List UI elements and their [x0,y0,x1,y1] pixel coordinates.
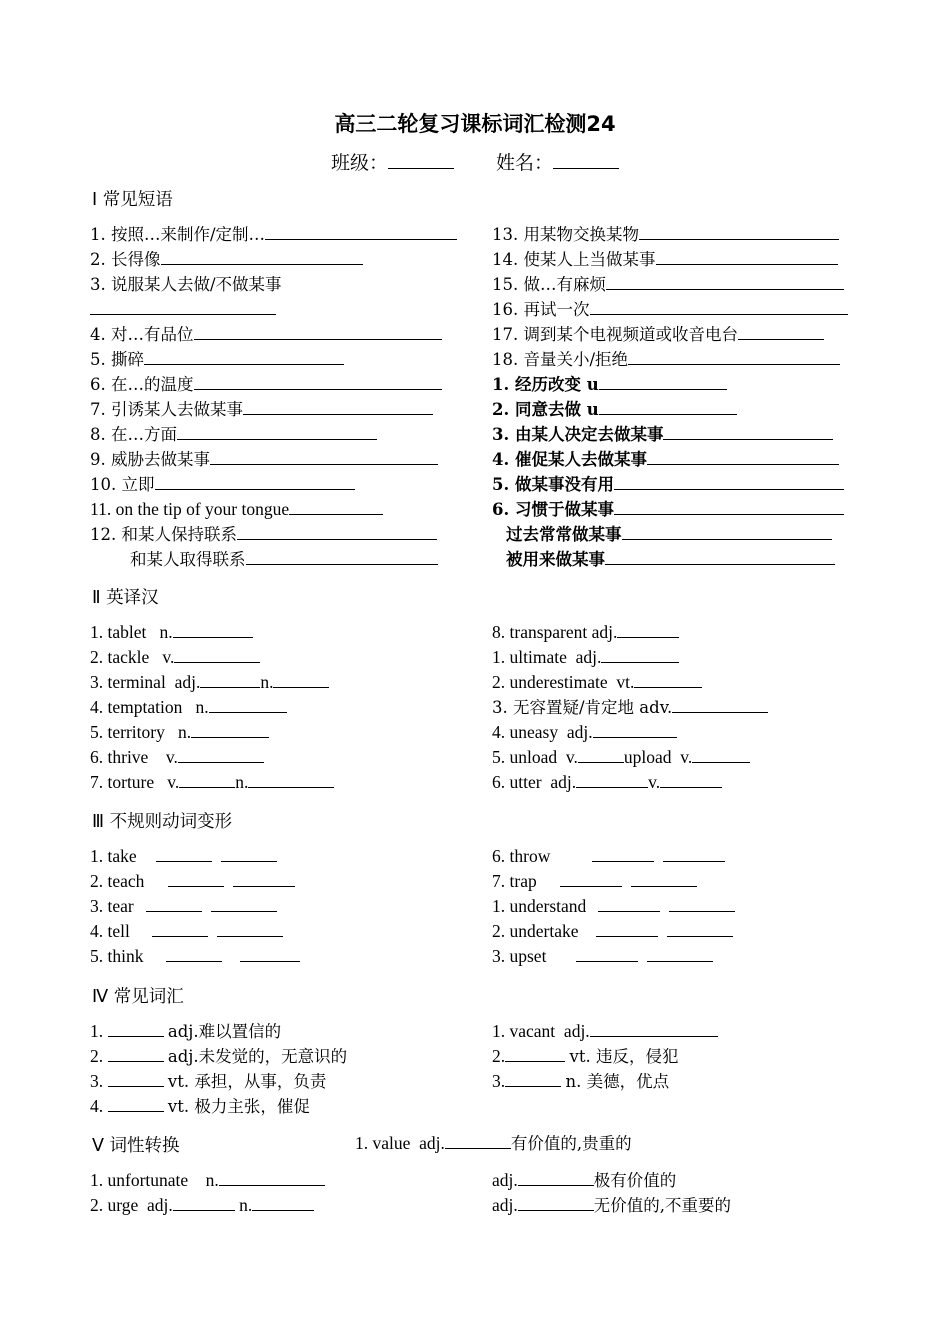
list-item: 13. 用某物交换某物 [492,222,862,247]
class-label: 班级： [330,152,388,174]
answer-blank[interactable] [614,497,844,515]
answer-blank[interactable] [219,1168,325,1186]
list-item: 1. value adj. 有价值的,贵重的 [355,1133,632,1153]
answer-blank[interactable] [606,272,844,290]
list-item: 6. 在…的温度 [90,372,460,397]
participle-blank[interactable] [647,944,713,962]
vocab-right-column [492,1019,862,1094]
list-item: 5. territory n. [90,720,460,745]
list-item: 1. tablet n. [90,620,460,645]
past-blank[interactable] [166,944,222,962]
list-item: 4. 催促某人去做某事 [492,447,862,472]
section-heading-phrases: Ⅰ 常见短语 [92,190,173,210]
answer-blank[interactable] [155,472,355,490]
list-item: adj. 极有价值的 [492,1170,677,1190]
past-blank[interactable] [156,844,212,862]
answer-blank[interactable] [614,472,844,490]
answer-blank[interactable] [144,347,344,365]
answer-blank[interactable] [634,670,702,688]
list-item: 2. vt. 违反，侵犯 [492,1046,679,1066]
answer-blank[interactable] [177,422,377,440]
list-item [90,297,460,322]
past-blank[interactable] [152,919,208,937]
answer-blank[interactable] [738,322,824,340]
list-item: 5. 做某事没有用 [492,472,862,497]
answer-blank[interactable] [605,547,835,565]
list-item: 9. 威胁去做某事 [90,447,460,472]
list-item: adj. 无价值的,不重要的 [492,1195,732,1215]
list-item: 18. 音量关小/拒绝 [492,347,862,372]
answer-blank[interactable] [628,347,840,365]
answer-blank[interactable] [647,447,839,465]
answer-blank[interactable] [246,547,438,565]
answer-blank[interactable] [593,720,677,738]
answer-blank[interactable] [656,247,838,265]
answer-blank[interactable] [173,1193,235,1211]
answer-blank[interactable] [576,770,648,788]
answer-blank[interactable] [90,297,276,315]
answer-blank[interactable] [601,645,679,663]
answer-blank[interactable] [660,770,722,788]
answer-blank[interactable] [505,1044,565,1062]
list-item: 5. 撕碎 [90,347,460,372]
answer-blank[interactable] [173,620,253,638]
list-item: 1. 经历改变 u [492,372,862,397]
list-item: 2. tackle v. [90,645,460,670]
list-item: 2. adj.未发觉的，无意识的 [90,1046,348,1066]
past-blank[interactable] [146,894,202,912]
answer-blank[interactable] [289,497,383,515]
list-item: 7. 引诱某人去做某事 [90,397,460,422]
participle-blank[interactable] [211,894,277,912]
past-blank[interactable] [598,894,660,912]
answer-blank[interactable] [200,670,260,688]
answer-blank[interactable] [445,1131,511,1149]
list-item: 4. temptation n. [90,695,460,720]
page-title: 高三二轮复习课标词汇检测24 [334,112,616,136]
answer-blank[interactable] [179,770,235,788]
list-item: 2. underestimate vt. [492,670,862,695]
list-item: 8. 在…方面 [90,422,460,447]
participle-blank[interactable] [663,844,725,862]
answer-blank[interactable] [273,670,329,688]
list-item: 6. utter adj. v. [492,770,862,795]
list-item: 3. 说服某人去做/不做某事 [90,275,282,294]
list-item: 3. terminal adj. n. [90,670,460,695]
answer-blank[interactable] [505,1069,561,1087]
past-blank[interactable] [560,869,622,887]
list-item: 8. transparent adj. [492,620,862,645]
list-item: 17. 调到某个电视频道或收音电台 [492,322,862,347]
list-item: 12. 和某人保持联系 [90,522,460,547]
section-heading-english-to-chinese: Ⅱ 英译汉 [92,588,159,608]
answer-blank[interactable] [248,770,334,788]
list-item: 3. tear [90,894,460,919]
verbs-right-column [492,844,862,969]
list-item: 3. n. 美德，优点 [492,1071,670,1091]
answer-blank[interactable] [639,222,839,240]
section-heading-word-conversion: Ⅴ 词性转换 [92,1136,180,1156]
list-item: 16. 再试一次 [492,297,862,322]
answer-blank[interactable] [108,1019,164,1037]
list-item: 和某人取得联系 [90,547,460,572]
answer-blank[interactable] [672,695,768,713]
list-item: 4. uneasy adj. [492,720,862,745]
verbs-left-column [90,844,460,969]
name-label: 姓名： [496,152,554,174]
answer-blank[interactable] [191,720,269,738]
list-item: 11. on the tip of your tongue [90,497,460,522]
answer-blank[interactable] [518,1193,594,1211]
participle-blank[interactable] [240,944,300,962]
list-item: 1. ultimate adj. [492,645,862,670]
answer-blank[interactable] [265,222,457,240]
list-item: 2. undertake [492,919,862,944]
section-heading-irregular-verbs: Ⅲ 不规则动词变形 [92,812,233,832]
answer-blank[interactable] [622,522,832,540]
conversion-left-column [90,1168,460,1218]
answer-blank[interactable] [194,372,442,390]
list-item: 2. 长得像 [90,247,460,272]
answer-blank[interactable] [578,745,624,763]
answer-blank[interactable] [243,397,433,415]
list-item: 7. trap [492,869,862,894]
answer-blank[interactable] [252,1193,314,1211]
conversion-header-item [355,1131,775,1156]
list-item: 14. 使某人上当做某事 [492,247,862,272]
participle-blank[interactable] [669,894,735,912]
list-item: 1. unfortunate n. [90,1168,460,1193]
list-item: 3. 由某人决定去做某事 [492,422,862,447]
phrases-left-column [90,222,460,572]
answer-blank[interactable] [108,1044,164,1062]
answer-blank[interactable] [108,1094,164,1112]
list-item: 1. vacant adj. [492,1019,862,1044]
answer-blank[interactable] [178,745,264,763]
answer-blank[interactable] [174,645,260,663]
list-item: 2. 同意去做 u [492,397,862,422]
list-item: 5. think [90,944,460,969]
past-blank[interactable] [168,869,224,887]
name-blank[interactable] [553,151,619,169]
e2c-right-column [492,620,862,795]
vocab-left-column [90,1019,460,1119]
e2c-left-column [90,620,460,795]
list-item: 1. adj.难以置信的 [90,1021,282,1041]
answer-blank[interactable] [108,1069,164,1087]
class-blank[interactable] [388,151,454,169]
list-item: 6. thrive v. [90,745,460,770]
participle-blank[interactable] [221,844,277,862]
answer-blank[interactable] [692,745,750,763]
answer-blank[interactable] [518,1168,594,1186]
answer-blank[interactable] [663,422,833,440]
list-item: 过去常常做某事 [492,522,862,547]
participle-blank[interactable] [631,869,697,887]
list-item: 1. 按照…来制作/定制… [90,222,460,247]
answer-blank[interactable] [599,372,727,390]
list-item: 6. throw [492,844,862,869]
list-item: 4. 对…有品位 [90,322,460,347]
list-item: 5. unload v. upload v. [492,745,862,770]
participle-blank[interactable] [217,919,283,937]
answer-blank[interactable] [161,247,363,265]
list-item: 1. take [90,844,460,869]
list-item: 10. 立即 [90,472,460,497]
answer-blank[interactable] [599,397,737,415]
answer-blank[interactable] [209,695,287,713]
past-blank[interactable] [592,844,654,862]
phrases-right-column [492,222,862,572]
conversion-right-column [492,1168,862,1218]
section-heading-vocabulary: Ⅳ 常见词汇 [92,987,184,1007]
answer-blank[interactable] [194,322,442,340]
participle-blank[interactable] [233,869,295,887]
list-item: 4. vt. 极力主张，催促 [90,1096,310,1116]
list-item: 6. 习惯于做某事 [492,497,862,522]
list-item: 3. upset [492,944,862,969]
list-item: 4. tell [90,919,460,944]
list-item: 15. 做…有麻烦 [492,272,862,297]
past-blank[interactable] [576,944,638,962]
student-info-line [0,148,950,175]
list-item: 被用来做某事 [492,547,862,572]
answer-blank[interactable] [617,620,679,638]
list-item: 3. 无容置疑/肯定地 adv. [492,695,862,720]
participle-blank[interactable] [667,919,733,937]
past-blank[interactable] [596,919,658,937]
list-item: 1. understand [492,894,862,919]
answer-blank[interactable] [237,522,437,540]
list-item: 2. teach [90,869,460,894]
answer-blank[interactable] [210,447,438,465]
list-item: 3. vt. 承担，从事，负责 [90,1071,327,1091]
answer-blank[interactable] [590,1019,718,1037]
list-item: 2. urge adj. n. [90,1193,460,1218]
answer-blank[interactable] [590,297,848,315]
list-item: 7. torture v. n. [90,770,460,795]
